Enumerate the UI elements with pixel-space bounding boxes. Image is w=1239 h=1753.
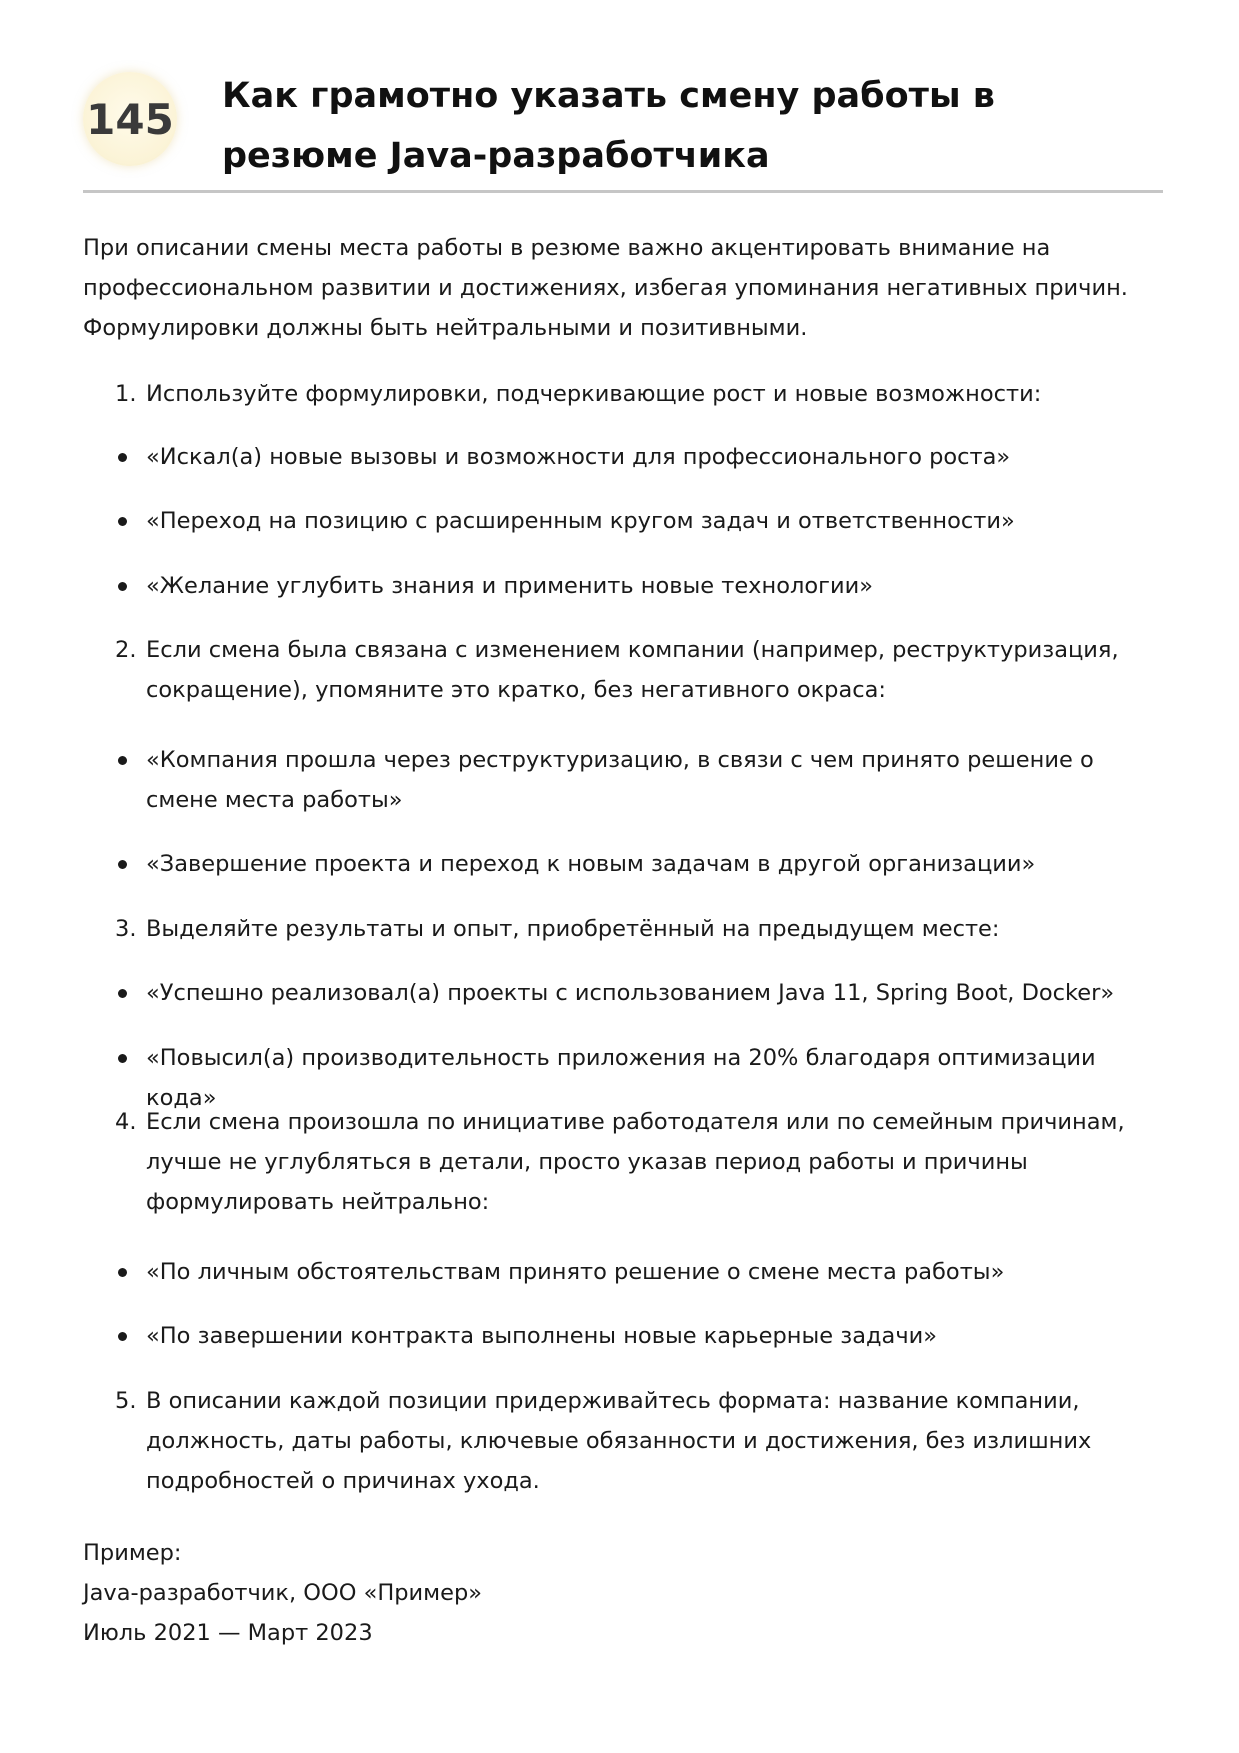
section-number-badge: 145 (83, 72, 177, 166)
section-title: Как грамотно указать смену работы в резюме Java-разработчика (222, 76, 995, 176)
numbered-item-5 (115, 1381, 1160, 1501)
example-block (83, 1533, 1163, 1653)
item-number: 2. (115, 637, 137, 663)
bullet-icon (115, 1252, 146, 1292)
bullet-item (115, 437, 1165, 477)
item-text: Если смена произошла по инициативе работодателя или по семейным причинам, лучше не углубляться в детали, просто указав период работы и причины формулировать нейтрально: (146, 1109, 1125, 1215)
section-header (83, 62, 1163, 193)
example-position: Java-разработчик, ООО «Пример» (83, 1580, 483, 1606)
numbered-item-4 (115, 1102, 1160, 1222)
bullet-text: «Повысил(а) производительность приложения на 20% благодаря оптимизации кода» (146, 1045, 1096, 1111)
item-text: Используйте формулировки, подчеркивающие рост и новые возможности: (146, 381, 1042, 407)
item-text: Выделяйте результаты и опыт, приобретённый на предыдущем месте: (146, 916, 1000, 942)
numbered-item-2 (115, 630, 1160, 710)
bullet-item (115, 1316, 1165, 1356)
item-text: Если смена была связана с изменением компании (например, реструктуризация, сокращение), упомяните это кратко, без негативного окраса: (146, 637, 1119, 703)
bullet-text: «Переход на позицию с расширенным кругом задач и ответственности» (146, 508, 1015, 534)
example-label: Пример: (83, 1540, 182, 1566)
bullet-icon (115, 566, 146, 606)
example-dates: Июль 2021 — Март 2023 (83, 1620, 373, 1646)
bullet-item (115, 501, 1165, 541)
bullet-icon (115, 740, 146, 820)
bullet-icon (115, 973, 146, 1013)
bullet-text: «Компания прошла через реструктуризацию, в связи с чем принято решение о смене места работы» (146, 747, 1094, 813)
bullet-item (115, 566, 1165, 606)
item-number: 1. (115, 381, 137, 407)
numbered-item-1 (115, 374, 1160, 414)
numbered-item-3 (115, 909, 1160, 949)
bullet-text: «По завершении контракта выполнены новые карьерные задачи» (146, 1323, 938, 1349)
item-number: 4. (115, 1109, 137, 1135)
bullet-text: «Успешно реализовал(а) проекты с использованием Java 11, Spring Boot, Docker» (146, 980, 1115, 1006)
bullet-item (115, 1252, 1165, 1292)
item-text: В описании каждой позиции придерживайтесь формата: название компании, должность, даты работы, ключевые обязанности и достижения, без излишних подробностей о причинах ухода. (146, 1388, 1092, 1494)
bullet-icon (115, 437, 146, 477)
bullet-item (115, 973, 1165, 1013)
bullet-item (115, 740, 1165, 820)
bullet-icon (115, 1316, 146, 1356)
intro-paragraph: При описании смены места работы в резюме важно акцентировать внимание на профессиональном развитии и достижениях, избегая упоминания негативных причин. Формулировки должны быть нейтральными и позитивными. (83, 235, 1128, 341)
item-number: 5. (115, 1388, 137, 1414)
bullet-icon (115, 501, 146, 541)
bullet-icon (115, 844, 146, 884)
bullet-text: «Искал(а) новые вызовы и возможности для профессионального роста» (146, 444, 1011, 470)
item-number: 3. (115, 916, 137, 942)
bullet-item (115, 844, 1165, 884)
bullet-text: «Желание углубить знания и применить новые технологии» (146, 573, 873, 599)
bullet-text: «Завершение проекта и переход к новым задачам в другой организации» (146, 851, 1036, 877)
bullet-text: «По личным обстоятельствам принято решение о смене места работы» (146, 1259, 1005, 1285)
